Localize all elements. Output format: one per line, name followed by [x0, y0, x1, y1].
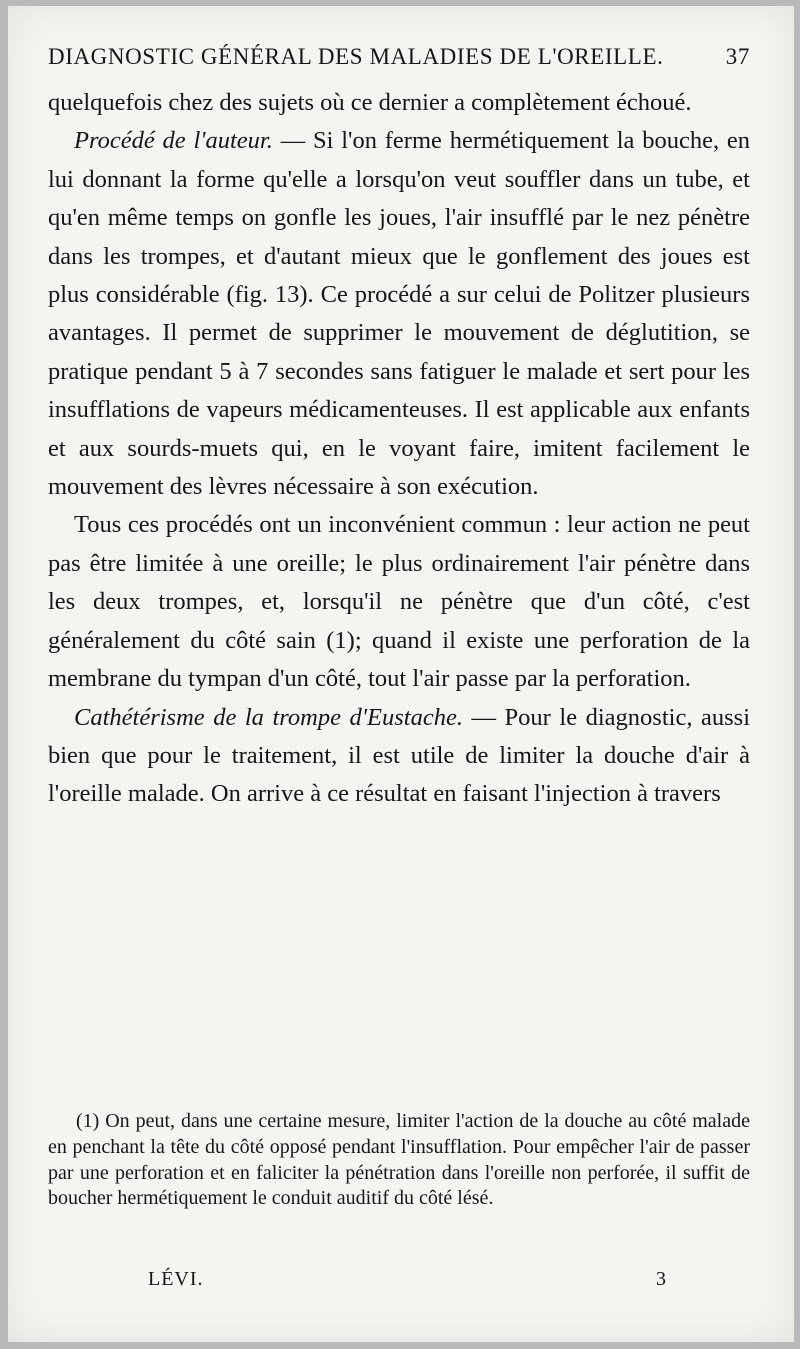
running-header [48, 44, 750, 76]
signature-mark: LÉVI. [148, 1268, 204, 1290]
paragraph-1: quelquefois chez des sujets où ce dernier a complètement échoué. [48, 89, 692, 116]
page-number: 37 [725, 44, 750, 69]
paragraph-4-text: — Pour le diagnostic, aussi bien que pour le traitement, il est utile de limiter la douche d'air à l'oreille malade. On arrive à ce résultat en faisant l'injection à travers [48, 703, 750, 808]
book-page [8, 6, 794, 1342]
paragraph-4 [48, 699, 750, 814]
footnote-text: (1) On peut, dans une certaine mesure, limiter l'action de la douche au côté malade en penchant la tête du côté opposé pendant l'insufflation. Pour empêcher l'air de passer par une perforation et en faliciter la pénétration dans l'oreille non perforée, il suffit de boucher hermétiquement le conduit auditif du côté lésé. [48, 1110, 750, 1210]
paragraph-2-heading: Procédé de l'auteur. [74, 127, 273, 155]
paragraph-3: Tous ces procédés ont un inconvénient commun : leur action ne peut pas être limitée à une oreille; le plus ordinairement l'air pénètre dans les deux trompes, et, lorsqu'il ne pénètre que d'un côté, c'est généralement du côté sain (1); quand il existe une perforation de la membrane du tympan d'un côté, tout l'air passe par la perforation. [48, 511, 750, 693]
page-footer [48, 1268, 750, 1296]
footnote [48, 1109, 750, 1212]
running-title: DIAGNOSTIC GÉNÉRAL DES MALADIES DE L'OREILLE. [48, 44, 664, 69]
paragraph-2-text: — Si l'on ferme hermétiquement la bouche, en lui donnant la forme qu'elle a lorsqu'on veut souffler dans un tube, et qu'en même temps on gonfle les joues, l'air insufflé par le nez pénètre dans les trompes, et d'autant mieux que le gonflement des joues est plus considérable (fig. 13). Ce procédé a sur celui de Politzer plusieurs avantages. Il permet de supprimer le mouvement de déglutition, se pratique pendant 5 à 7 secondes sans fatiguer le malade et sert pour les insufflations de vapeurs médicamenteuses. Il est applicable aux enfants et aux sourds-muets qui, en le voyant faire, imitent facilement le mouvement des lèvres nécessaire à son exécution. [48, 127, 750, 501]
paragraph-2 [48, 122, 750, 506]
paragraph-4-heading: Cathétérisme de la trompe d'Eustache. [74, 703, 463, 731]
main-text [48, 84, 750, 814]
sheet-number: 3 [656, 1268, 666, 1290]
